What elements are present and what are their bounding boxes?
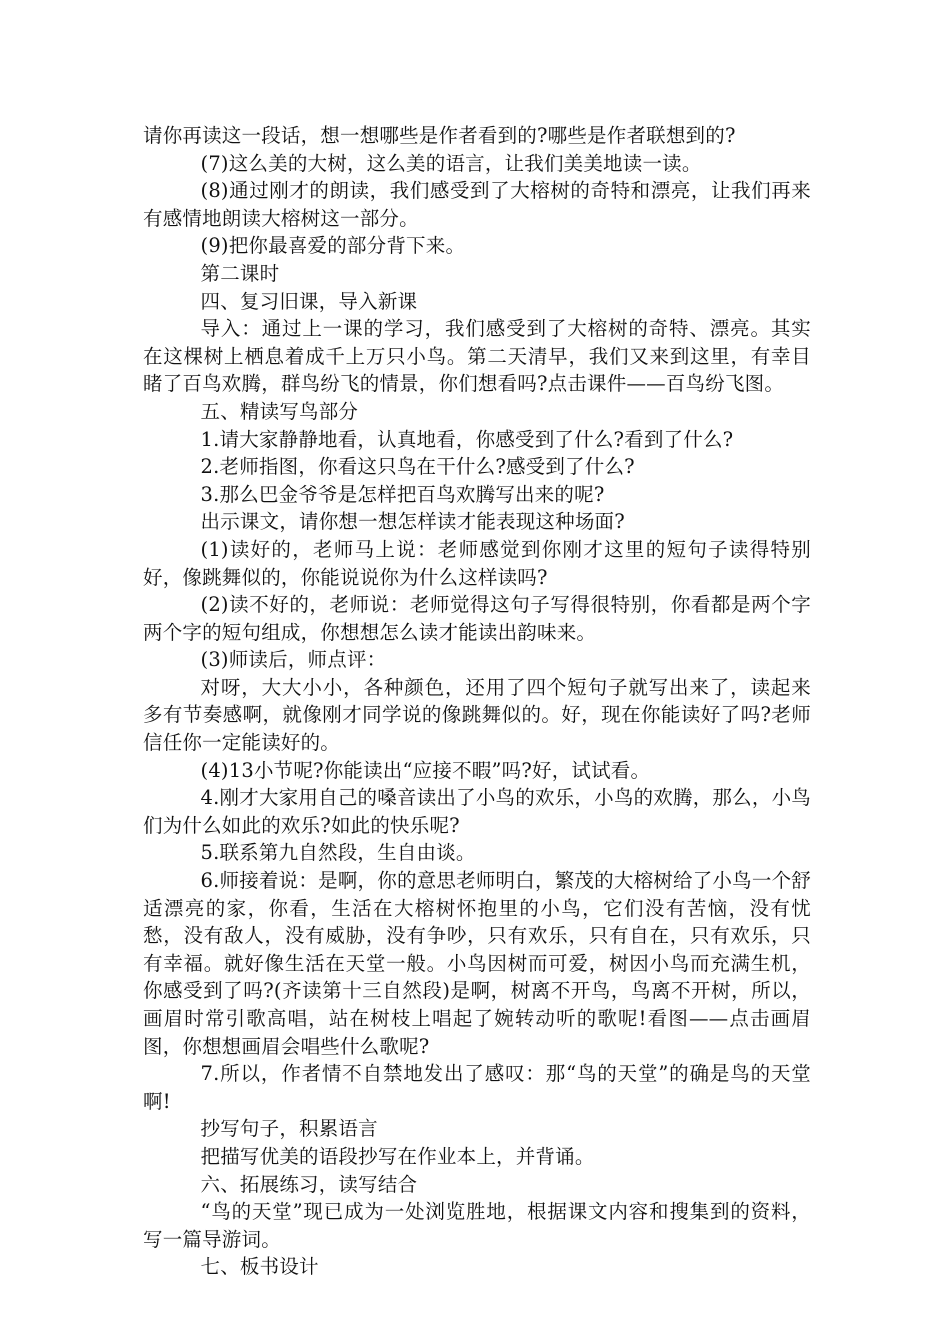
paragraph: 四、复习旧课，导入新课 bbox=[200, 289, 418, 313]
paragraph: 2.老师指图，你看这只鸟在干什么?感受到了什么? bbox=[200, 455, 635, 479]
paragraph: 导入：通过上一课的学习，我们感受到了大榕树的奇特、漂亮。其实在这棵树上栖息着成千上万只小鸟。第二天清早，我们又来到这里，有幸目睹了百鸟欢腾，群鸟纷飞的情景，你们想看吗?点击课件——百鸟纷飞图。 bbox=[143, 317, 811, 396]
paragraph: 5.联系第九自然段，生自由谈。 bbox=[200, 841, 476, 865]
paragraph: (2)读不好的，老师说：老师觉得这句子写得很特别，你看都是两个字两个字的短句组成，你想想怎么读才能读出韵味来。 bbox=[143, 593, 811, 644]
paragraph: 7.所以，作者情不自禁地发出了感叹：那“鸟的天堂”的确是鸟的天堂啊! bbox=[143, 1062, 811, 1113]
paragraph: (4)13小节呢?你能读出“应接不暇”吗?好，试试看。 bbox=[200, 758, 651, 782]
paragraph: 6.师接着说：是啊，你的意思老师明白，繁茂的大榕树给了小鸟一个舒适漂亮的家，你看，生活在大榕树怀抱里的小鸟，它们没有苦恼，没有忧愁，没有敌人，没有威胁，没有争吵，只有欢乐，只有自在，只有欢乐，只有幸福。就好像生活在天堂一般。小鸟因树而可爱，树因小鸟而充满生机，你感受到了吗?(齐读第十三自然段)是啊，树离不开鸟，鸟离不开树，所以，画眉时常引歌高唱，站在树枝上唱起了婉转动听的歌呢!看图——点击画眉图，你想想画眉会唱些什么歌呢? bbox=[143, 869, 811, 1058]
paragraph: (7)这么美的大树，这么美的语言，让我们美美地读一读。 bbox=[200, 151, 702, 175]
paragraph: 1.请大家静静地看，认真地看，你感受到了什么?看到了什么? bbox=[200, 427, 734, 451]
paragraph: 七、板书设计 bbox=[200, 1255, 319, 1279]
paragraph: 五、精读写鸟部分 bbox=[200, 399, 359, 423]
paragraph: (8)通过刚才的朗读，我们感受到了大榕树的奇特和漂亮，让我们再来有感情地朗读大榕树这一部分。 bbox=[143, 179, 811, 230]
paragraph: 出示课文，请你想一想怎样读才能表现这种场面? bbox=[200, 510, 625, 534]
paragraph: (1)读好的，老师马上说：老师感觉到你刚才这里的短句子读得特别好，像跳舞似的，你能说说你为什么这样读吗? bbox=[143, 537, 811, 589]
paragraph: (9)把你最喜爱的部分背下来。 bbox=[200, 234, 466, 258]
paragraph: 抄写句子，积累语言 bbox=[200, 1117, 378, 1141]
paragraph: 3.那么巴金爷爷是怎样把百鸟欢腾写出来的呢? bbox=[200, 482, 605, 506]
paragraph: 请你再读这一段话，想一想哪些是作者看到的?哪些是作者联想到的? bbox=[143, 124, 736, 147]
paragraph: 第二课时 bbox=[200, 261, 280, 285]
paragraph: (3)师读后，师点评： bbox=[200, 648, 387, 672]
document-body bbox=[143, 122, 811, 1281]
paragraph: 把描写优美的语段抄写在作业本上，并背诵。 bbox=[200, 1144, 595, 1168]
paragraph: “鸟的天堂”现已成为一处浏览胜地，根据课文内容和搜集到的资料，写一篇导游词。 bbox=[143, 1200, 811, 1251]
paragraph: 4.刚才大家用自己的嗓音读出了小鸟的欢乐，小鸟的欢腾，那么，小鸟们为什么如此的欢乐?如此的快乐呢? bbox=[143, 786, 811, 837]
paragraph: 对呀，大大小小，各种颜色，还用了四个短句子就写出来了，读起来多有节奏感啊，就像刚才同学说的像跳舞似的。好，现在你能读好了吗?老师信任你一定能读好的。 bbox=[143, 675, 811, 755]
paragraph: 六、拓展练习，读写结合 bbox=[200, 1172, 418, 1196]
